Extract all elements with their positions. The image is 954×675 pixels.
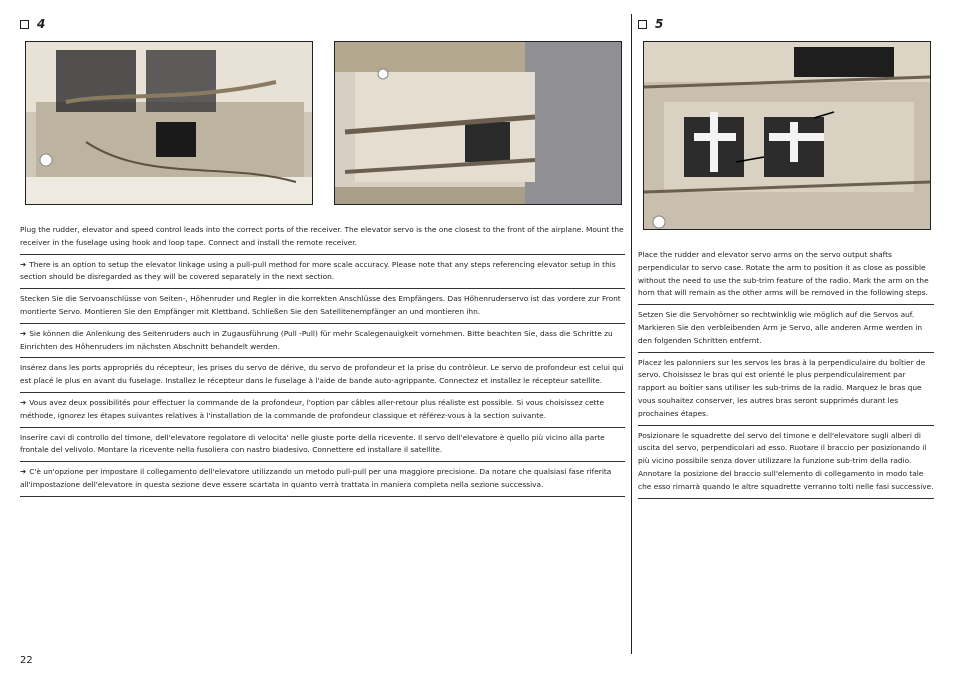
arrow-icon: ➔ bbox=[20, 328, 27, 338]
instruction-paragraph bbox=[20, 358, 625, 393]
instruction-paragraph bbox=[20, 224, 625, 255]
instruction-paragraph bbox=[20, 289, 625, 324]
step-checkbox-icon bbox=[638, 20, 647, 29]
photo-fuselage-interior bbox=[334, 41, 622, 205]
step-checkbox-icon bbox=[20, 20, 29, 29]
arrow-icon: ➔ bbox=[20, 467, 27, 477]
paragraph-text: Plug the rudder, elevator and speed control leads into the correct ports of the receiver. The elevator servo is the one closest to the front of the airplane. Mount the receiver in the fuselage using hook and loop tape. Connect and install the remote receiver. bbox=[20, 225, 624, 247]
paragraph-text: Place the rudder and elevator servo arms on the servo output shafts perpendicular to servo case. Rotate the arm to position it as close as possible without the need to use the sub-trim feature of the radio. Mark the arm on the horn that will remain as the other arms will be removed in the following steps. bbox=[638, 250, 929, 298]
paragraph-text: Sie können die Anlenkung des Seitenruders auch in Zugausführung (Pull -Pull) für mehr Scalegenauigkeit vornehmen. Bitte beachten Sie, dass die Schritte zu Einrichten des Höhenruders im nächsten Abschnitt behandelt werden. bbox=[20, 328, 613, 351]
left-instructions bbox=[20, 224, 625, 497]
instruction-paragraph bbox=[638, 426, 934, 499]
note-paragraph bbox=[20, 393, 625, 428]
page-number: 22 bbox=[20, 655, 33, 666]
arrow-icon: ➔ bbox=[20, 259, 27, 269]
paragraph-text: There is an option to setup the elevator linkage using a pull-pull method for more scale accuracy. Please note that any steps referencing elevator setup in this section should be disregarded as they will be covered separately in the next section. bbox=[20, 259, 616, 282]
step-number: 4 bbox=[37, 17, 46, 31]
photo-receiver-installation bbox=[25, 41, 313, 205]
instruction-paragraph bbox=[20, 428, 625, 463]
note-paragraph bbox=[20, 255, 625, 290]
paragraph-text: Placez les palonniers sur les servos les bras à la perpendiculaire du boîtier de servo. Choisissez le bras qui est orienté le plus perpendiculairement par rapport au boîtier sans utiliser les sub-trims de la radio. Marquez le bras que vous souhaitez conserver, les autres bras seront supprimés durant les prochaines étapes. bbox=[638, 357, 926, 418]
paragraph-text: Stecken Sie die Servoanschlüsse von Seiten-, Höhenruder und Regler in die korrekten Anschlüsse des Empfängers. Das Höhenruderservo ist das vordere zur Front montierte Servo. Montieren Sie den Empfänger mit Klettband. Schließen Sie den Satellitenempfänger an und montieren ihn. bbox=[20, 294, 621, 316]
note-paragraph bbox=[20, 462, 625, 497]
step-number: 5 bbox=[655, 17, 664, 31]
paragraph-text: Insérez dans les ports appropriés du récepteur, les prises du servo de dérive, du servo de profondeur et la prise du contrôleur. Le servo de profondeur est celui qui est placé le plus en avant du fuselage. Installez le récepteur dans le fuselage à l'aide de bande auto-agrippante. Connectez et installez le récepteur satellite. bbox=[20, 363, 624, 386]
paragraph-text: Vous avez deux possibilités pour effectuer la commande de la profondeur, l'option par câbles aller-retour plus réaliste est possible. Si vous choisissez cette méthode, ignorez les étapes suivantes relatives à l'installation de la commande de profondeur classique et référez-vous à la section suivante. bbox=[20, 397, 605, 420]
arrow-icon: ➔ bbox=[20, 397, 27, 407]
paragraph-text: Setzen Sie die Servohörner so rechtwinklig wie möglich auf die Servos auf. Markieren Sie den verbleibenden Arm je Servo, alle anderen Arme werden in den folgenden Schritten entfernt. bbox=[638, 310, 923, 345]
photo-servo-arms bbox=[643, 41, 931, 230]
paragraph-text: C'è un'opzione per impostare il collegamento dell'elevatore utilizzando un metodo pull-pull per una maggiore precisione. Da notare che qualsiasi fase riferita all'impostazione dell'elevatore in questa sezione deve essere scartata in quanto verrà trattata in maniera completa nella sezione successiva. bbox=[20, 467, 612, 489]
instruction-paragraph bbox=[638, 353, 934, 426]
paragraph-text: Inserire cavi di controllo del timone, dell'elevatore regolatore di velocita' nelle giuste porte della ricevente. Il servo dell'elevatore è quello più vicino alla parte frontale del velivolo. Montare la ricevente nella fusoliera con nastro biadesivo. Connettere ed installare il satellite. bbox=[20, 432, 605, 455]
paragraph-text: Posizionare le squadrette del servo del timone e dell'elevatore sugli alberi di uscita del servo, perpendicolari ad esso. Ruotare il braccio per posizionando il più vicino possibile senza dover utilizzare la funzione sub-trim della radio. Annotare la posizione del braccio sull'elemento di collegamento in modo tale che esso rimarrà quando le altre squadrette verranno tolti nelle fasi successive. bbox=[638, 430, 934, 491]
column-divider bbox=[631, 14, 632, 654]
instruction-paragraph bbox=[638, 305, 934, 352]
note-paragraph bbox=[20, 324, 625, 359]
step-5-heading bbox=[638, 17, 663, 31]
right-instructions bbox=[638, 249, 934, 499]
instruction-paragraph bbox=[638, 249, 934, 305]
step-4-heading bbox=[20, 17, 45, 31]
